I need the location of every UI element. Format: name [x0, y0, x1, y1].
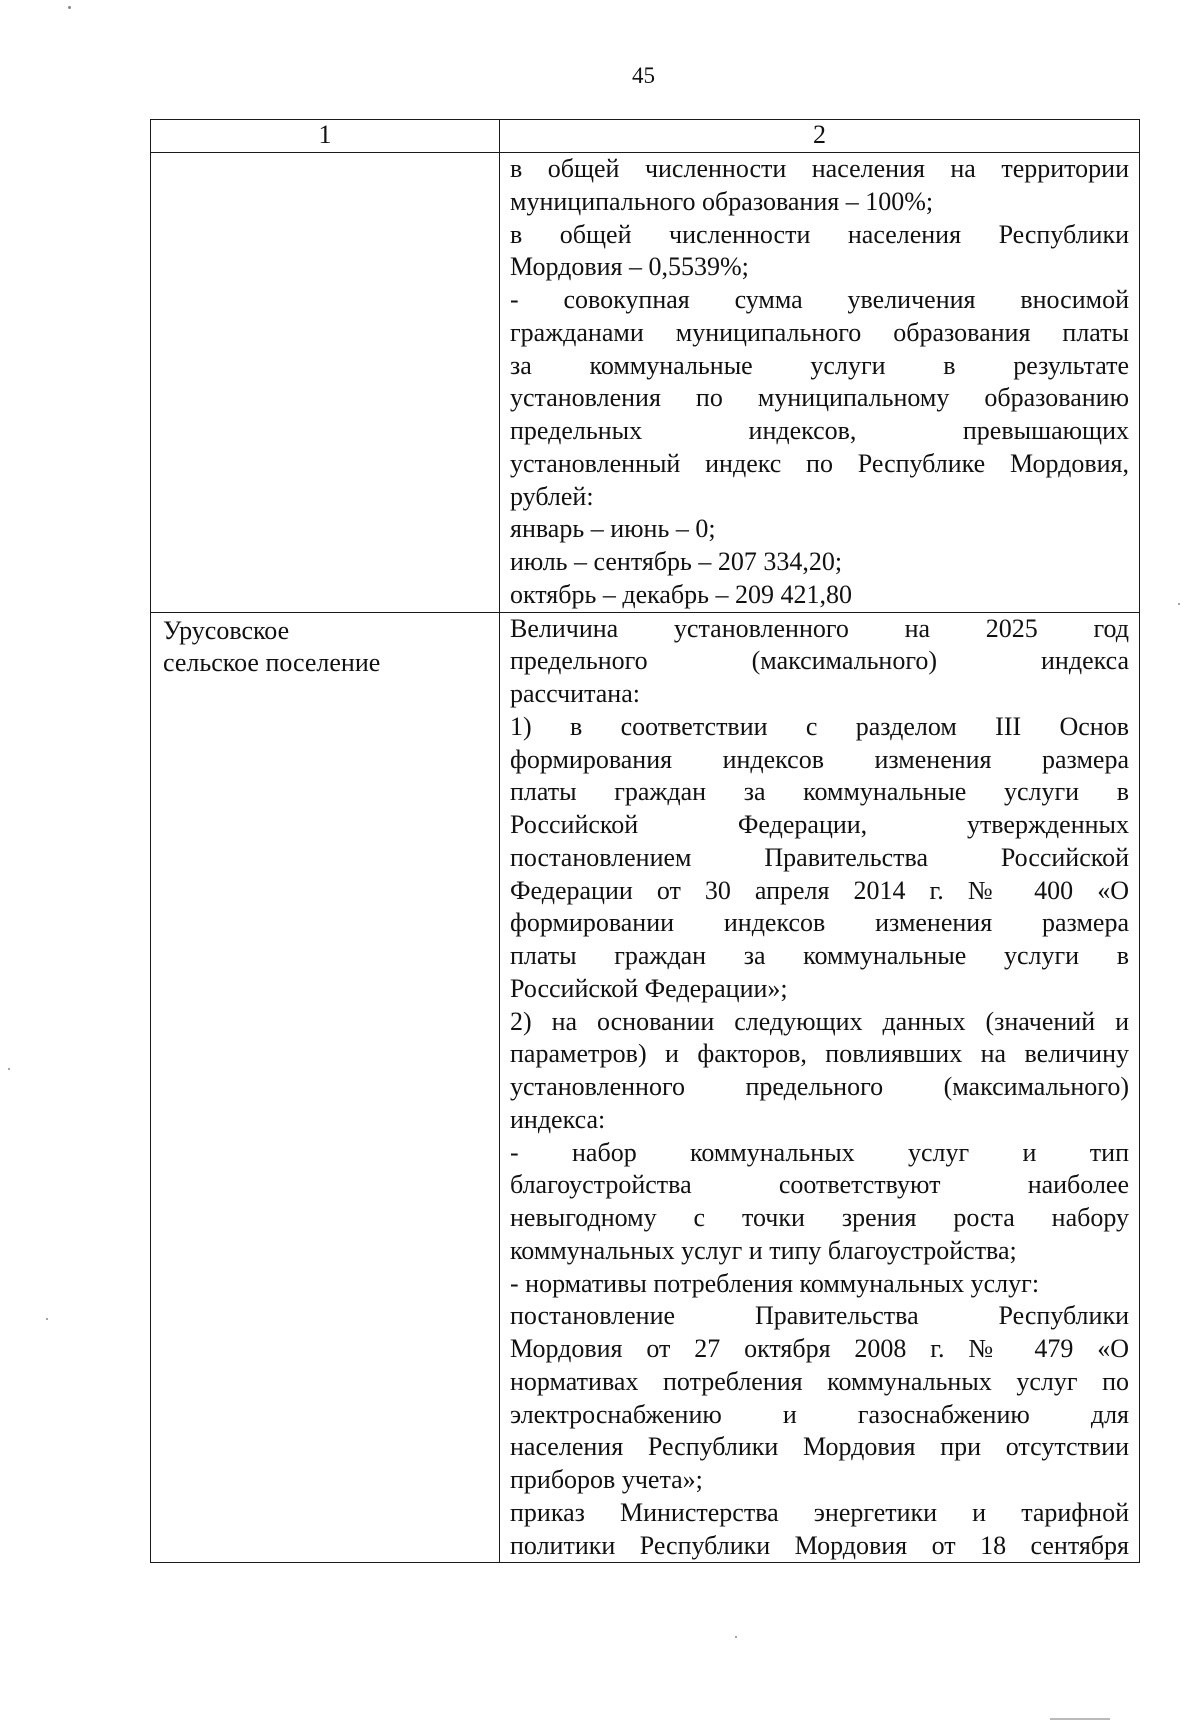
- text-line: январь – июнь – 0;: [510, 514, 716, 544]
- text-line: - совокупная сумма увеличения вносимой: [510, 285, 1129, 314]
- text-line: - набор коммунальных услуг и тип: [510, 1137, 1129, 1167]
- text-line: в общей численности населения Республики: [510, 219, 1129, 249]
- text-line: параметров) и факторов, повлиявших на величину: [510, 1039, 1129, 1069]
- text-line: установления по муниципальному образованию: [510, 383, 1129, 413]
- text-line: Урусовское: [163, 615, 290, 645]
- text-line: постановлением Правительства Российской: [510, 842, 1129, 872]
- text-line: электроснабжению и газоснабжению для: [510, 1399, 1129, 1429]
- text-line: в общей численности населения на территории: [510, 154, 1129, 183]
- text-line: приказ Министерства энергетики и тарифной: [510, 1497, 1129, 1527]
- text-line: населения Республики Мордовия при отсутствии: [510, 1432, 1129, 1462]
- text-line: нормативах потребления коммунальных услуг по: [510, 1366, 1129, 1396]
- row1-description-text: [500, 153, 1139, 612]
- scan-speck: [68, 6, 71, 9]
- text-line: платы граждан за коммунальные услуги в: [510, 941, 1129, 970]
- text-line: установленного предельного (максимального): [510, 1072, 1129, 1101]
- text-line: Российской Федерации»;: [510, 973, 788, 1003]
- scan-speck: [8, 1068, 10, 1070]
- text-line: индекса:: [510, 1104, 606, 1134]
- table-row: [151, 612, 1140, 1563]
- header-col-2: 2: [500, 120, 1140, 153]
- text-line: 2) на основании следующих данных (значений и: [510, 1006, 1129, 1036]
- text-line: за коммунальные услуги в результате: [510, 350, 1129, 380]
- row2-description-cell: [500, 612, 1140, 1563]
- text-line: Величина установленного на 2025 год: [510, 613, 1129, 643]
- table-row: [151, 153, 1140, 613]
- text-line: приборов учета»;: [510, 1465, 703, 1494]
- text-line: Российской Федерации, утвержденных: [510, 810, 1129, 839]
- row1-description-cell: [500, 153, 1140, 613]
- text-line: рублей:: [510, 481, 594, 511]
- text-line: июль – сентябрь – 207 334,20;: [510, 547, 843, 576]
- row2-description-text: [500, 613, 1139, 1563]
- text-line: Мордовия – 0,5539%;: [510, 252, 749, 282]
- text-line: 1) в соответствии с разделом III Основ: [510, 711, 1129, 741]
- text-line: политики Республики Мордовия от 18 сентября: [510, 1530, 1129, 1560]
- row2-municipality-cell: [151, 612, 500, 1563]
- text-line: формирования индексов изменения размера: [510, 744, 1129, 774]
- row1-municipality-text: [151, 153, 499, 155]
- text-line: рассчитана:: [510, 679, 640, 708]
- text-line: благоустройства соответствуют наиболее: [510, 1170, 1129, 1200]
- header-col-1: 1: [151, 120, 500, 153]
- text-line: предельного (максимального) индекса: [510, 646, 1129, 676]
- scan-speck: [46, 1318, 48, 1320]
- text-line: октябрь – декабрь – 209 421,80: [510, 579, 852, 609]
- text-line: Федерации от 30 апреля 2014 г. № 400 «О: [510, 875, 1129, 905]
- text-line: Мордовия от 27 октября 2008 г. № 479 «О: [510, 1334, 1129, 1363]
- scan-speck: [1178, 603, 1180, 605]
- page-number: 45: [632, 63, 655, 88]
- text-line: гражданами муниципального образования платы: [510, 317, 1129, 347]
- text-line: коммунальных услуг и типу благоустройства;: [510, 1235, 1017, 1265]
- tariff-index-table: [150, 119, 1140, 1563]
- text-line: муниципального образования – 100%;: [510, 186, 934, 216]
- scan-speck: [1050, 1718, 1110, 1720]
- text-line: сельское поселение: [163, 648, 381, 678]
- text-line: платы граждан за коммунальные услуги в: [510, 777, 1129, 807]
- text-line: постановление Правительства Республики: [510, 1301, 1129, 1331]
- text-line: невыгодному с точки зрения роста набору: [510, 1203, 1129, 1232]
- row1-municipality-cell: [151, 153, 500, 613]
- table-header-row: [151, 120, 1140, 153]
- text-line: - нормативы потребления коммунальных услуг:: [510, 1268, 1040, 1298]
- text-line: установленный индекс по Республике Мордовия,: [510, 448, 1129, 478]
- text-line: формировании индексов изменения размера: [510, 908, 1129, 938]
- text-line: предельных индексов, превышающих: [510, 416, 1129, 445]
- scan-speck: [735, 1636, 737, 1638]
- row2-municipality-text: [151, 613, 499, 681]
